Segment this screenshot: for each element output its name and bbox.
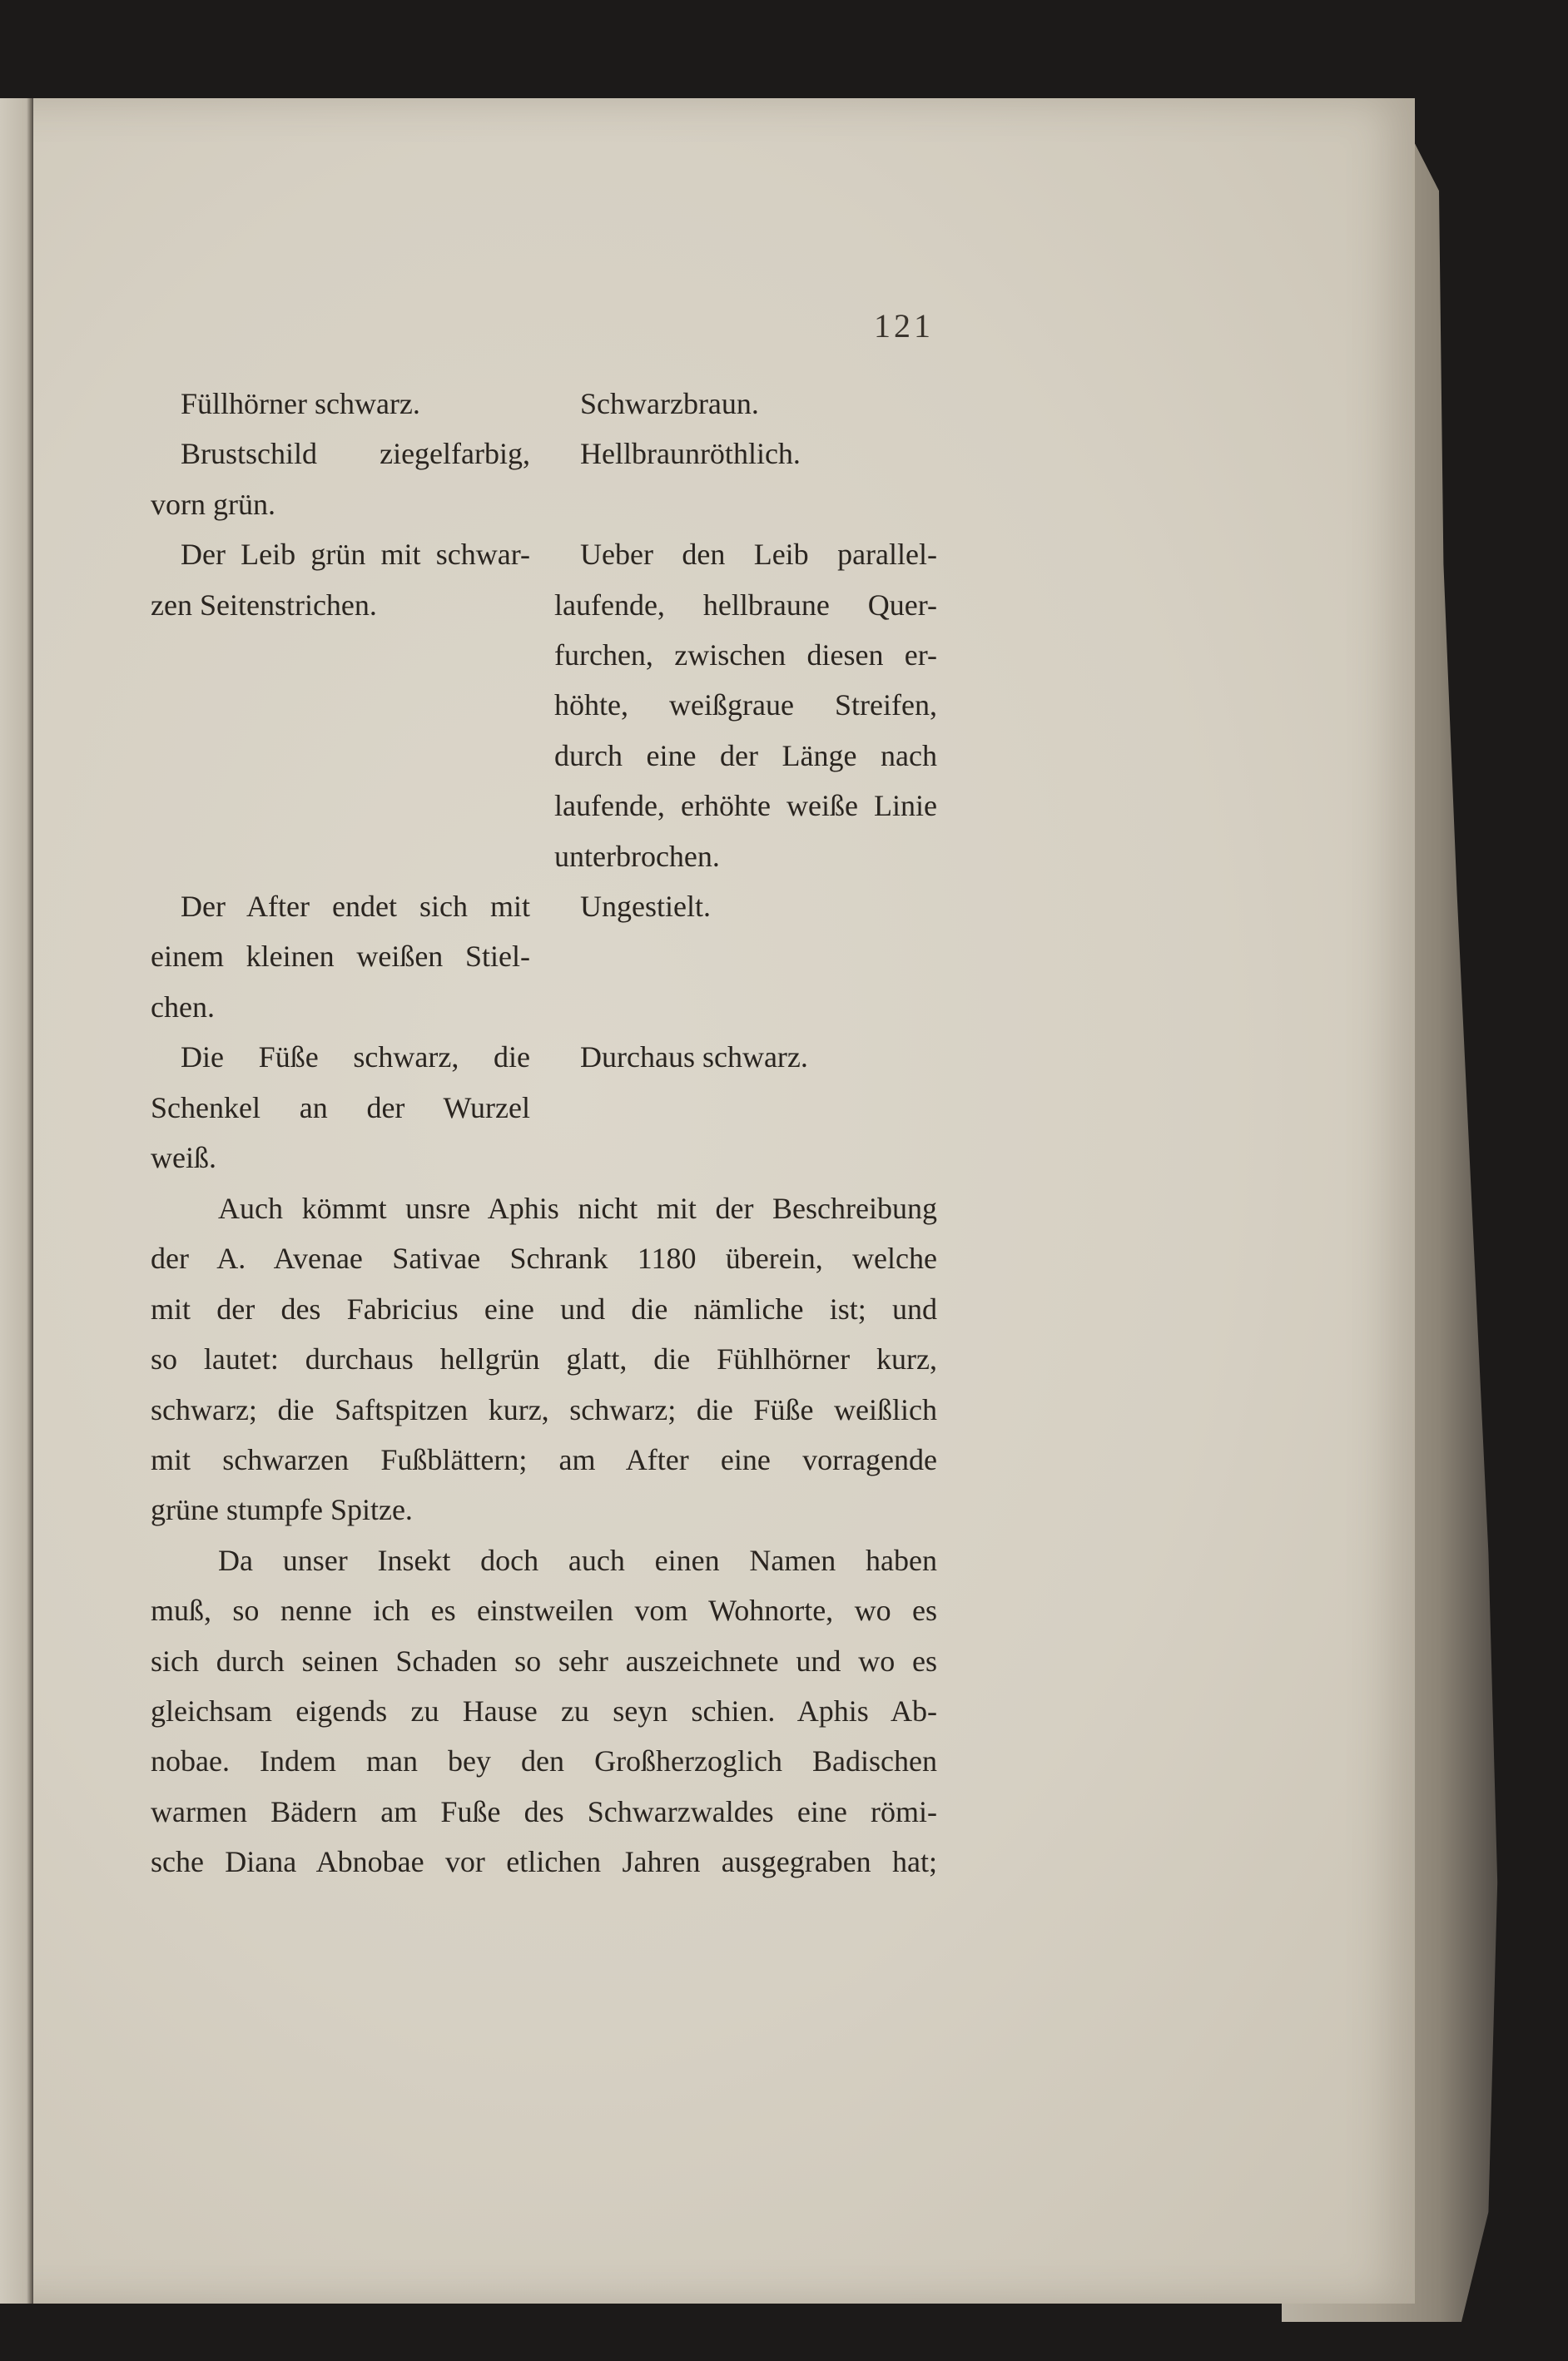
table-right-cell: unterbrochen. xyxy=(554,840,720,873)
paragraph-line: mit schwarzen Fußblättern; am After eine vorragende xyxy=(151,1443,937,1476)
table-right-cell: höhte, weißgraue Streifen, xyxy=(554,688,937,722)
paragraph-line: Auch kömmt unsre Aphis nicht mit der Beschreibung xyxy=(218,1192,937,1225)
table-right-cell: Ungestielt. xyxy=(580,890,711,923)
paragraph-line: nobae. Indem man bey den Großherzoglich Badischen xyxy=(151,1744,937,1778)
paragraph-line: Da unser Insekt doch auch einen Namen haben xyxy=(218,1544,937,1577)
table-left-cell: Schenkel an der Wurzel xyxy=(151,1091,530,1124)
table-right-cell: Durchaus schwarz. xyxy=(580,1040,808,1074)
table-right-cell: furchen, zwischen diesen er- xyxy=(554,638,937,672)
table-right-cell: Ueber den Leib parallel- xyxy=(580,538,937,571)
paragraph-line: mit der des Fabricius eine und die nämliche ist; und xyxy=(151,1292,937,1326)
paragraph-line: so lautet: durchaus hellgrün glatt, die Fühlhörner kurz, xyxy=(151,1342,937,1376)
table-left-cell: zen Seitenstrichen. xyxy=(151,588,377,622)
paragraph-line: sche Diana Abnobae vor etlichen Jahren ausgegraben hat; xyxy=(151,1845,937,1878)
table-left-cell: einem kleinen weißen Stiel- xyxy=(151,940,530,973)
paragraph-line: warmen Bädern am Fuße des Schwarzwaldes eine römi- xyxy=(151,1795,937,1828)
table-left-cell: Der Leib grün mit schwar- xyxy=(181,538,530,571)
paragraph-line: sich durch seinen Schaden so sehr auszeichnete und wo es xyxy=(151,1644,937,1678)
table-right-cell: laufende, erhöhte weiße Linie xyxy=(554,789,937,822)
table-left-cell: vorn grün. xyxy=(151,488,275,521)
paragraph-line: grüne stumpfe Spitze. xyxy=(151,1493,413,1526)
table-left-cell: weiß. xyxy=(151,1141,216,1174)
page-number: 121 xyxy=(874,307,934,345)
paragraph-line: muß, so nenne ich es einstweilen vom Wohnorte, wo es xyxy=(151,1594,937,1627)
table-left-cell: chen. xyxy=(151,990,215,1024)
table-right-cell: Hellbraunröthlich. xyxy=(580,437,801,470)
paragraph-line: schwarz; die Saftspitzen kurz, schwarz; die Füße weißlich xyxy=(151,1393,937,1426)
paragraph-line: der A. Avenae Sativae Schrank 1180 überein, welche xyxy=(151,1242,937,1275)
table-left-cell: Brustschild ziegelfarbig, xyxy=(181,437,530,470)
paragraph-line: gleichsam eigends zu Hause zu seyn schien. Aphis Ab- xyxy=(151,1694,937,1728)
table-left-cell: Füllhörner schwarz. xyxy=(181,387,420,420)
table-left-cell: Der After endet sich mit xyxy=(181,890,530,923)
table-right-cell: Schwarzbraun. xyxy=(580,387,759,420)
table-right-cell: laufende, hellbraune Quer- xyxy=(554,588,937,622)
previous-page-edge xyxy=(0,98,33,2304)
table-left-cell: Die Füße schwarz, die xyxy=(181,1040,530,1074)
table-right-cell: durch eine der Länge nach xyxy=(554,739,937,772)
